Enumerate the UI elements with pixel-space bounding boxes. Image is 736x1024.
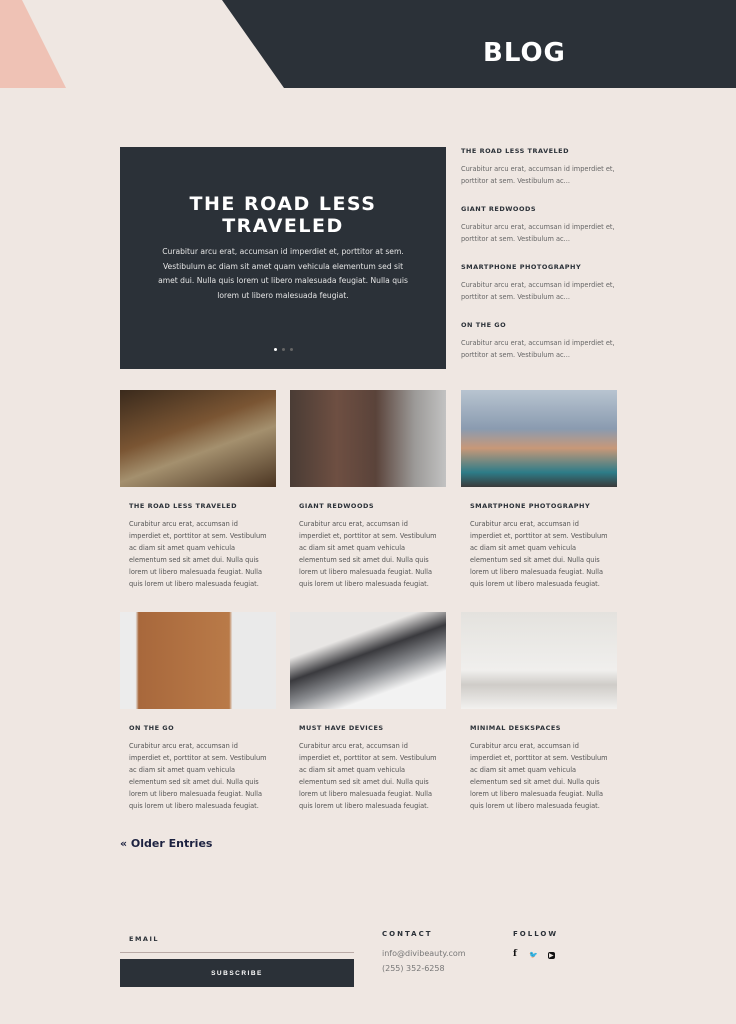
post-title[interactable]: MINIMAL DESKSPACES	[470, 724, 561, 732]
post-image-redwoods[interactable]	[290, 390, 446, 487]
post-excerpt: Curabitur arcu erat, accumsan id imperdiet et, porttitor at sem. Vestibulum ac...	[461, 281, 615, 301]
post-card	[290, 390, 446, 590]
slider-dot[interactable]	[282, 348, 285, 351]
post-excerpt: Curabitur arcu erat, accumsan id imperdiet et, porttitor at sem. Vestibulum ac...	[461, 165, 615, 185]
list-item	[461, 321, 621, 379]
post-title[interactable]: THE ROAD LESS TRAVELED	[129, 502, 238, 510]
post-text: Curabitur arcu erat, accumsan id imperdiet et, porttitor at sem. Vestibulum ac diam sit amet quam vehicula elementum sed sit amet dui. Nulla quis lorem ut libero malesuada feugiat. Nulla quis lorem ut libero malesuada feugiat.	[299, 742, 437, 810]
featured-slider[interactable]	[120, 147, 446, 369]
email-underline	[120, 952, 354, 953]
post-title[interactable]: ON THE GO	[129, 724, 175, 732]
post-link[interactable]: THE ROAD LESS TRAVELED	[461, 147, 570, 155]
post-card	[461, 612, 617, 812]
older-entries-link[interactable]: « Older Entries	[120, 837, 213, 850]
contact-heading: CONTACT	[382, 930, 433, 938]
post-card	[290, 612, 446, 812]
post-image-road[interactable]	[120, 390, 276, 487]
post-image-on-the-go[interactable]	[120, 612, 276, 709]
post-text: Curabitur arcu erat, accumsan id imperdiet et, porttitor at sem. Vestibulum ac diam sit amet quam vehicula elementum sed sit amet dui. Nulla quis lorem ut libero malesuada feugiat. Nulla quis lorem ut libero malesuada feugiat.	[129, 520, 267, 588]
post-title[interactable]: GIANT REDWOODS	[299, 502, 375, 510]
contact-email[interactable]: info@divibeauty.com	[382, 949, 466, 958]
post-text: Curabitur arcu erat, accumsan id imperdiet et, porttitor at sem. Vestibulum ac diam sit amet quam vehicula elementum sed sit amet dui. Nulla quis lorem ut libero malesuada feugiat. Nulla quis lorem ut libero malesuada feugiat.	[299, 520, 437, 588]
follow-heading: FOLLOW	[513, 930, 559, 938]
post-excerpt: Curabitur arcu erat, accumsan id imperdiet et, porttitor at sem. Vestibulum ac...	[461, 223, 615, 243]
post-image-smartphone[interactable]	[461, 390, 617, 487]
list-item	[461, 263, 621, 321]
email-input[interactable]: EMAIL	[129, 935, 159, 943]
header-banner	[222, 0, 736, 88]
post-image-deskspaces[interactable]	[461, 612, 617, 709]
post-text: Curabitur arcu erat, accumsan id imperdiet et, porttitor at sem. Vestibulum ac diam sit amet quam vehicula elementum sed sit amet dui. Nulla quis lorem ut libero malesuada feugiat. Nulla quis lorem ut libero malesuada feugiat.	[129, 742, 267, 810]
slide-text: Curabitur arcu erat, accumsan id imperdiet et, porttitor at sem. Vestibulum ac diam sit amet quam vehicula elementum sed sit amet dui. Nulla quis lorem ut libero malesuada feugiat. Nulla quis lorem ut libero malesuada feugiat.	[158, 247, 408, 301]
recent-posts-list	[461, 147, 621, 379]
contact-phone: (255) 352-6258	[382, 964, 445, 973]
youtube-icon[interactable]: ▶	[549, 952, 554, 959]
list-item	[461, 147, 621, 205]
post-card	[461, 390, 617, 590]
post-excerpt: Curabitur arcu erat, accumsan id imperdiet et, porttitor at sem. Vestibulum ac...	[461, 339, 615, 359]
post-text: Curabitur arcu erat, accumsan id imperdiet et, porttitor at sem. Vestibulum ac diam sit amet quam vehicula elementum sed sit amet dui. Nulla quis lorem ut libero malesuada feugiat. Nulla quis lorem ut libero malesuada feugiat.	[470, 742, 608, 810]
post-image-devices[interactable]	[290, 612, 446, 709]
post-link[interactable]: GIANT REDWOODS	[461, 205, 537, 213]
post-card	[120, 390, 276, 590]
subscribe-button[interactable]: SUBSCRIBE	[120, 959, 354, 987]
post-text: Curabitur arcu erat, accumsan id imperdiet et, porttitor at sem. Vestibulum ac diam sit amet quam vehicula elementum sed sit amet dui. Nulla quis lorem ut libero malesuada feugiat. Nulla quis lorem ut libero malesuada feugiat.	[470, 520, 608, 588]
post-link[interactable]: SMARTPHONE PHOTOGRAPHY	[461, 263, 582, 271]
decorative-triangle	[0, 0, 66, 88]
post-title[interactable]: SMARTPHONE PHOTOGRAPHY	[470, 502, 591, 510]
slide-title[interactable]: THE ROAD LESS TRAVELED	[189, 193, 377, 237]
post-link[interactable]: ON THE GO	[461, 321, 507, 329]
twitter-icon[interactable]: 🐦	[529, 951, 538, 959]
post-card	[120, 612, 276, 812]
list-item	[461, 205, 621, 263]
page-title: BLOG	[483, 38, 566, 68]
post-title[interactable]: MUST HAVE DEVICES	[299, 724, 384, 732]
slider-dots	[120, 348, 446, 351]
facebook-icon[interactable]: f	[513, 949, 517, 959]
slider-dot[interactable]	[274, 348, 277, 351]
slider-dot[interactable]	[290, 348, 293, 351]
